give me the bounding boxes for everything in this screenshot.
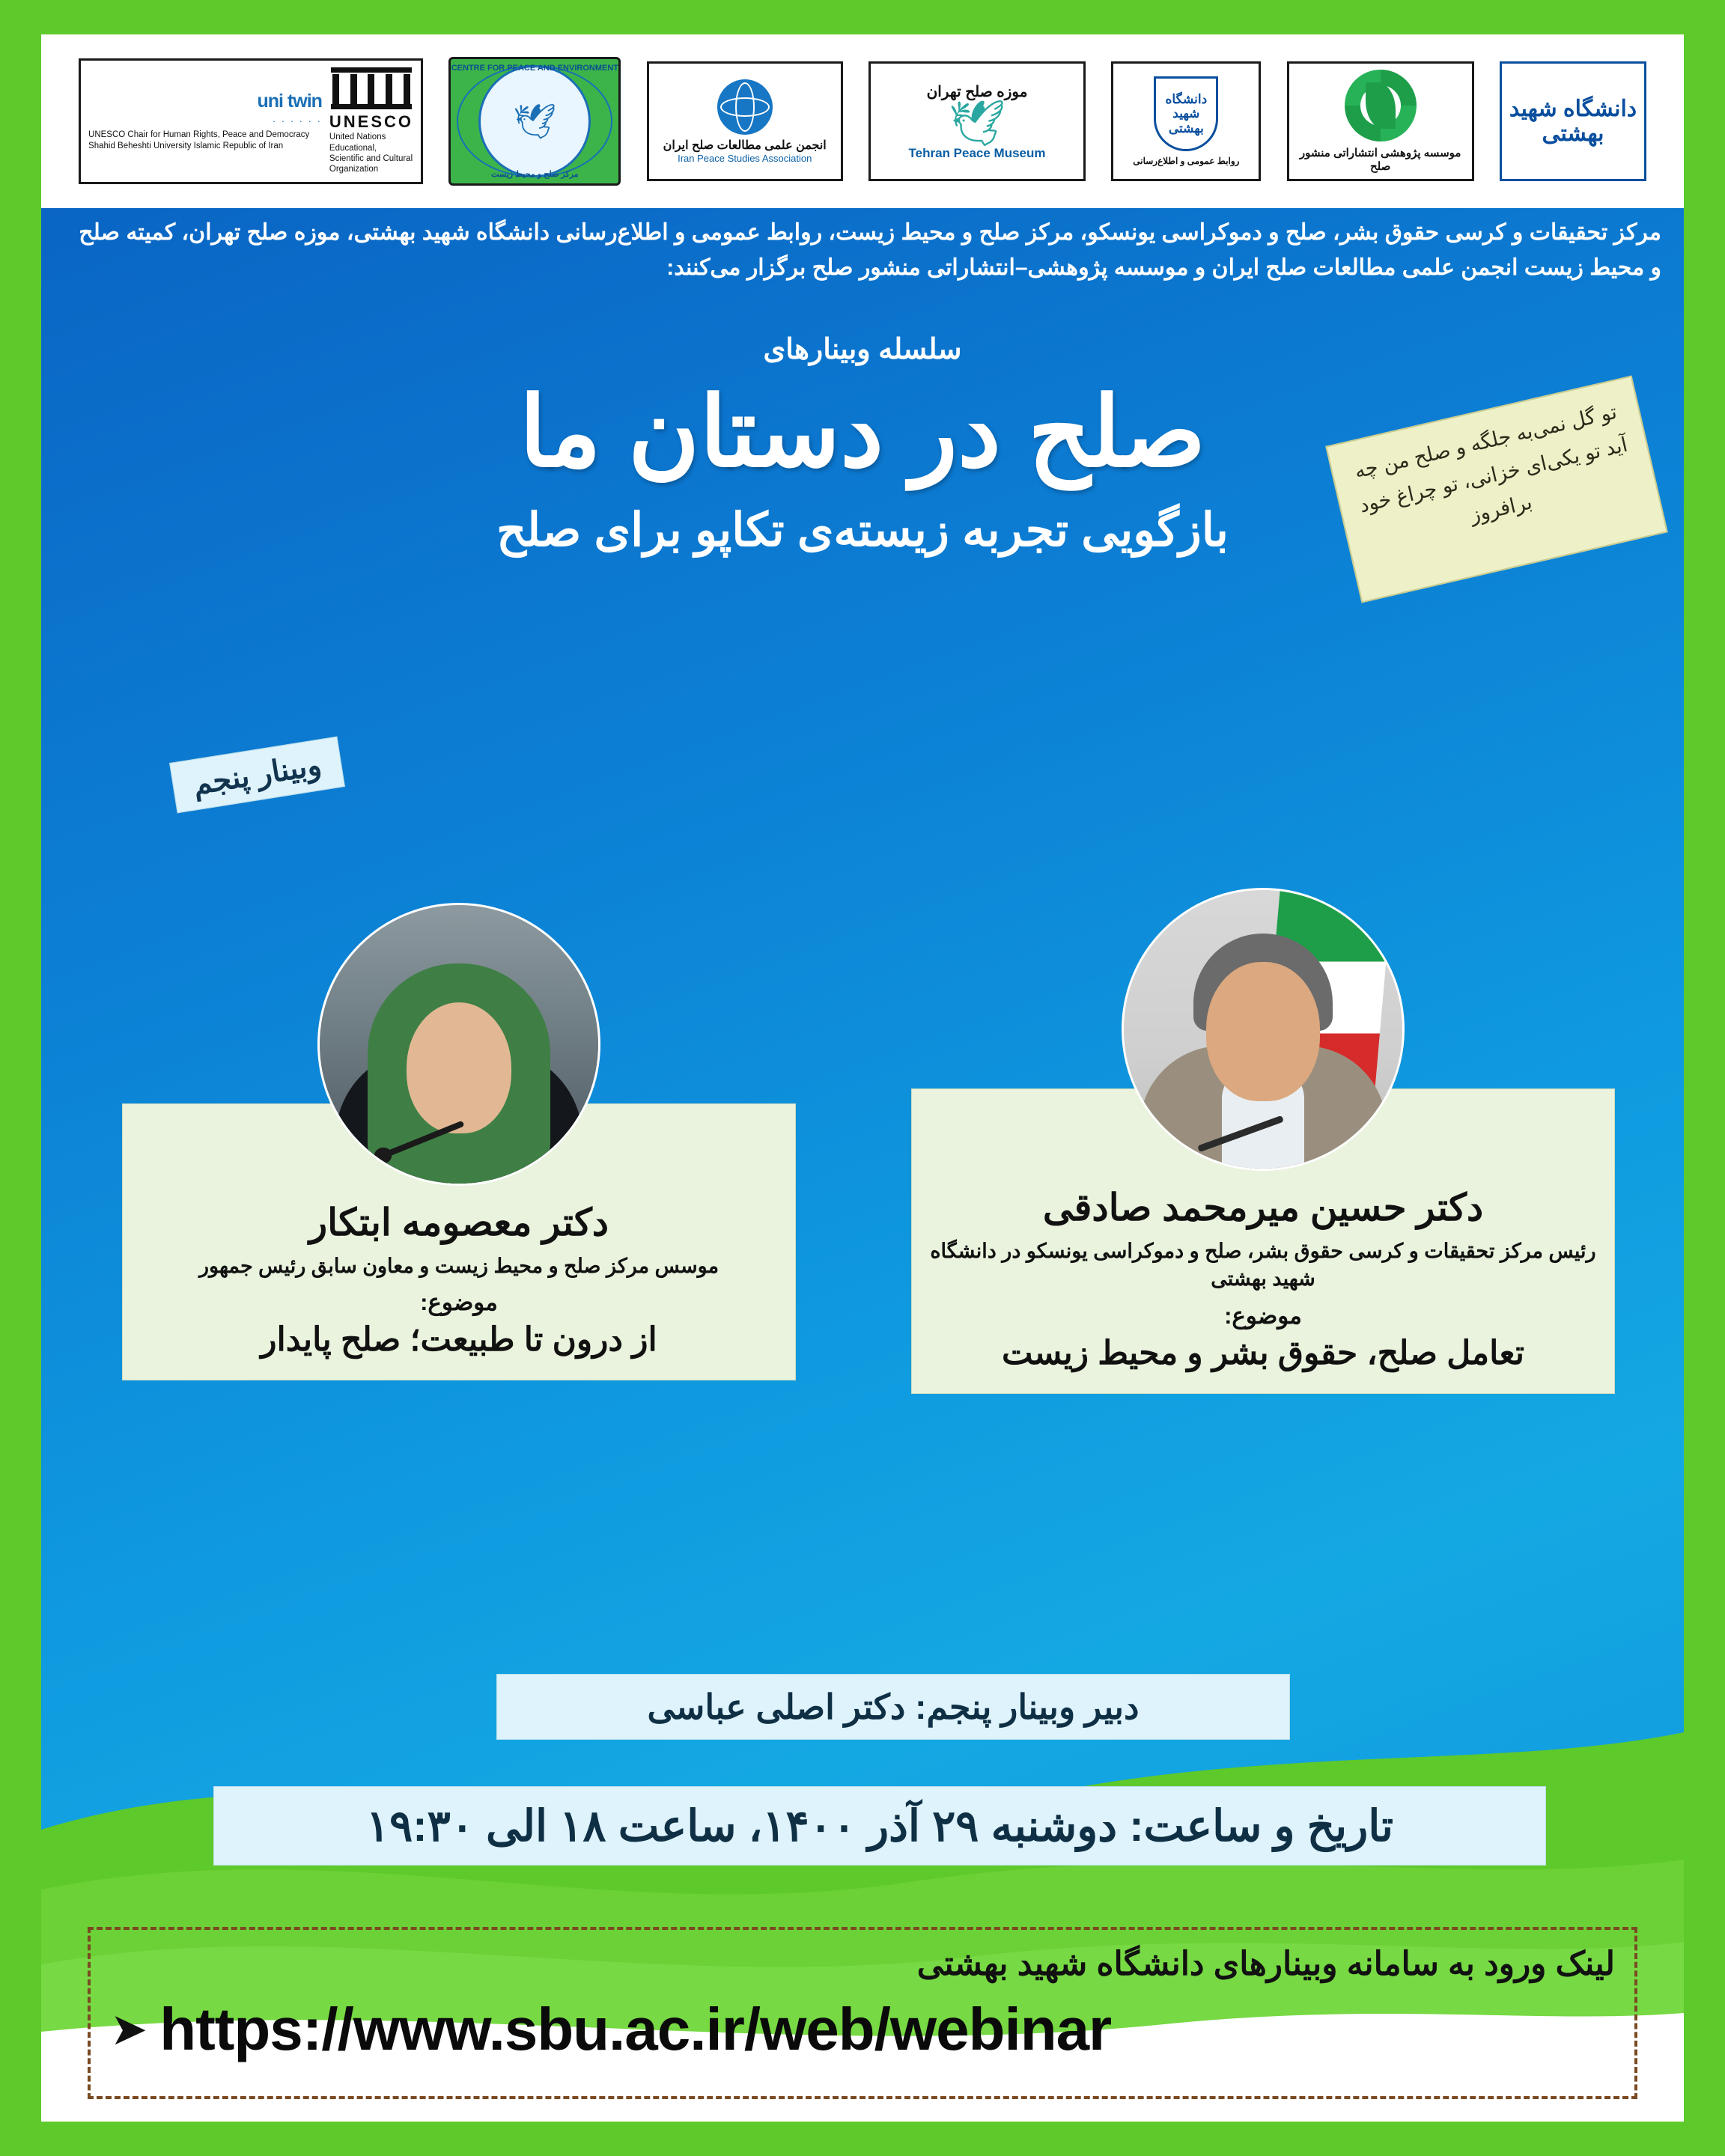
ipsa-fa-title: انجمن علمی مطالعات صلح ایران [663,138,827,152]
unesco-subtitle: United Nations Educational, Scientific and Cultural Organization [329,133,413,174]
speaker-topic-label: موضوع: [420,1289,498,1316]
logo-sbu-pr-caption: روابط عمومی و اطلاع‌رسانی [1133,156,1240,166]
poem-sticker: تو گل نمی‌به جلگه و صلح من چه آید تو یکی‌ای خزانی، تو چراغ خود برافروز [1325,376,1668,603]
unesco-chair-text: UNESCO Chair for Human Rights, Peace and Democracy Shahid Beheshti University Islamic Republic of Iran [88,130,310,150]
tpm-fa-title: موزه صلح تهران [926,83,1028,100]
arrow-right-icon: ➤ [110,2004,148,2054]
cpe-dove-icon: 🕊 [513,102,557,141]
speaker-card-masoumeh-ebtekar [122,903,796,1380]
speaker-role: موسس مرکز صلح و محیط زیست و معاون سابق رئیس جمهور [198,1254,719,1277]
speaker-card-mirmohammad-sadeghi [911,888,1615,1394]
tpm-en-title: Tehran Peace Museum [908,145,1046,160]
date-time-bar: تاریخ و ساعت: دوشنبه ۲۹ آذر ۱۴۰۰، ساعت ۱۸ الی ۱۹:۳۰ [213,1786,1546,1866]
unesco-temple-icon [331,67,412,109]
unitwin-dots-decoration: · · · · · · [272,115,322,127]
webinar-number-badge: وبینار پنجم [169,737,345,814]
webinar-url-link[interactable]: https://www.sbu.ac.ir/web/webinar [159,1996,1112,2062]
poster-inner [41,34,1684,2122]
logo-peace-charter-caption: موسسه پژوهشی انتشاراتی منشور صلح [1299,147,1461,173]
webinar-link-block [88,1927,1637,2099]
unesco-wordmark: UNESCO [329,112,414,132]
logo-unesco-unitwin-chair-icon [79,58,423,184]
speaker-topic: از درون تا طبیعت؛ صلح پایدار [261,1321,657,1359]
unitwin-wordmark: uni twin [257,91,322,112]
cpe-bottom-text: مرکز صلح و محیط زیست [491,170,579,179]
cpe-top-text: CENTRE FOR PEACE AND ENVIRONMENT [451,64,618,73]
logo-sbu-fa-text: دانشگاه شهید بهشتی [1509,97,1637,146]
peace-charter-emblem-icon [1345,70,1417,141]
dove-icon: 🕊 [948,97,1006,148]
link-url-row[interactable] [110,1995,1615,2064]
logo-centre-for-peace-and-environment-icon [448,57,621,186]
speaker-topic-label: موضوع: [1224,1303,1302,1330]
speaker-topic: تعامل صلح، حقوق بشر و محیط زیست [1002,1335,1524,1372]
organizers-paragraph: مرکز تحقیقات و کرسی حقوق بشر، صلح و دموکراسی یونسکو، مرکز صلح و محیط زیست، روابط عمومی و اطلاع‌رسانی دانشگاه شهید بهشتی، موزه صلح تهران، کمیته صلح و محیط زیست انجمن علمی مطالعات صلح ایران و موسسه پژوهشی–انتشاراتی منشور صلح برگزار می‌کنند: [79,220,1661,280]
page-subtitle: بازگویی تجربه زیسته‌ی تکاپو برای صلح [496,505,1229,556]
speaker-photo-masoumeh-ebtekar [317,903,600,1186]
logo-iran-peace-studies-association-icon [647,61,843,181]
logo-shahid-beheshti-university-fa-icon [1500,61,1646,181]
globe-icon [717,79,773,135]
page-title: صلح در دستان ما [519,377,1206,487]
ipsa-en-title: Iran Peace Studies Association [678,152,812,164]
series-label: سلسله وبینارهای [763,334,962,365]
speaker-name: دکتر معصومه ابتکار [308,1202,609,1243]
speaker-photo-mirmohammad-sadeghi [1122,888,1405,1171]
cpe-ring-decoration [457,65,612,177]
logo-sbu-public-relations-icon [1111,61,1261,181]
speaker-name: دکتر حسین میرمحمد صادقی [1042,1187,1484,1228]
logo-peace-charter-institute-icon [1287,61,1474,181]
speaker-role: رئیس مرکز تحقیقات و کرسی حقوق بشر، صلح و دموکراسی یونسکو در دانشگاه شهید بهشتی [930,1239,1596,1291]
link-caption: لینک ورود به سامانه وبینارهای دانشگاه شهید بهشتی [916,1946,1615,1982]
webinar-secretary-bar: دبیر وبینار پنجم: دکتر اصلی عباسی [496,1674,1290,1740]
unesco-left-block [329,67,413,175]
logo-strip [41,34,1684,208]
logo-tehran-peace-museum-icon [868,61,1086,181]
unesco-right-block [88,91,322,152]
sbu-shield-icon: دانشگاه شهید بهشتی [1154,76,1218,151]
